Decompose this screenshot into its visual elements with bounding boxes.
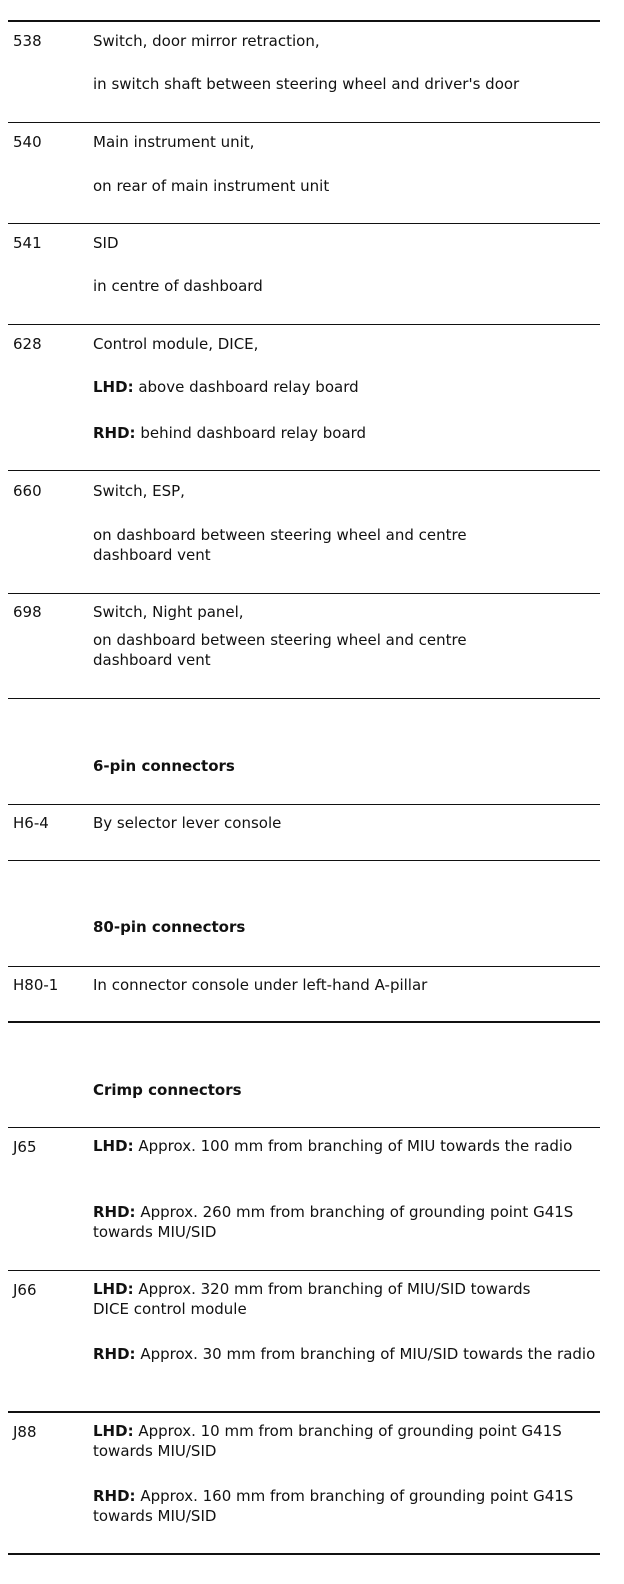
component-description: SID	[93, 234, 119, 252]
component-location-lhd	[93, 377, 598, 397]
component-location: on dashboard between steering wheel and centre dashboard vent	[93, 526, 467, 564]
lhd-label: LHD:	[93, 1280, 134, 1298]
component-description: Switch, Night panel,	[93, 603, 244, 621]
component-description: Control module, DICE,	[93, 335, 259, 353]
lhd-label: LHD:	[93, 378, 134, 396]
component-code: 538	[13, 32, 42, 50]
connector-location: In connector console under left-hand A-pillar	[93, 976, 428, 994]
component-code: 698	[13, 603, 42, 621]
location-text: Approx. 160 mm from branching of grounding point G41S towards MIU/SID	[93, 1487, 574, 1525]
rhd-label: RHD:	[93, 1487, 136, 1505]
row-divider	[8, 966, 600, 967]
row-divider	[8, 1127, 600, 1128]
location-text: Approx. 260 mm from branching of grounding point G41S towards MIU/SID	[93, 1203, 574, 1241]
section-heading: Crimp connectors	[93, 1081, 242, 1099]
connector-code: H80-1	[13, 976, 59, 994]
row-divider	[8, 804, 600, 805]
connector-code: J88	[13, 1423, 37, 1441]
location-text: Approx. 100 mm from branching of MIU towards the radio	[138, 1137, 573, 1155]
row-divider	[8, 470, 600, 471]
section-heading: 6-pin connectors	[93, 757, 235, 775]
component-code: 541	[13, 234, 42, 252]
table-bottom-rule	[8, 1553, 600, 1555]
component-location: in centre of dashboard	[93, 277, 263, 295]
row-divider	[8, 1270, 600, 1271]
connector-code: J66	[13, 1281, 37, 1299]
component-location: on rear of main instrument unit	[93, 177, 330, 195]
table-top-rule	[8, 20, 600, 22]
component-description: Main instrument unit,	[93, 133, 255, 151]
component-code: 660	[13, 482, 42, 500]
lhd-label: LHD:	[93, 1422, 134, 1440]
row-divider	[8, 593, 600, 594]
component-location: in switch shaft between steering wheel and driver's door	[93, 75, 520, 93]
component-description: Switch, ESP,	[93, 482, 185, 500]
rhd-label: RHD:	[93, 424, 136, 442]
lhd-label: LHD:	[93, 1137, 134, 1155]
row-divider	[8, 698, 600, 699]
component-location: on dashboard between steering wheel and centre dashboard vent	[93, 631, 467, 669]
connector-location-rhd	[93, 1202, 598, 1242]
component-location-rhd	[93, 423, 598, 443]
row-divider	[8, 122, 600, 123]
connector-location-lhd	[93, 1279, 543, 1319]
component-code: 628	[13, 335, 42, 353]
section-heading: 80-pin connectors	[93, 918, 246, 936]
row-divider	[8, 860, 600, 861]
connector-location-lhd	[93, 1421, 598, 1461]
connector-code: H6-4	[13, 814, 49, 832]
connector-location-rhd	[93, 1486, 598, 1526]
section-divider	[8, 1021, 600, 1023]
connector-location-lhd	[93, 1136, 598, 1156]
row-divider	[8, 223, 600, 224]
component-code: 540	[13, 133, 42, 151]
component-description: Switch, door mirror retraction,	[93, 32, 320, 50]
location-text: above dashboard relay board	[138, 378, 359, 396]
rhd-label: RHD:	[93, 1203, 136, 1221]
connector-location-rhd	[93, 1344, 598, 1364]
row-divider	[8, 1411, 600, 1413]
location-text: Approx. 10 mm from branching of grounding point G41S towards MIU/SID	[93, 1422, 562, 1460]
location-text: Approx. 30 mm from branching of MIU/SID towards the radio	[140, 1345, 596, 1363]
connector-location: By selector lever console	[93, 814, 282, 832]
row-divider	[8, 324, 600, 325]
rhd-label: RHD:	[93, 1345, 136, 1363]
location-text: Approx. 320 mm from branching of MIU/SID towards DICE control module	[93, 1280, 531, 1318]
location-text: behind dashboard relay board	[140, 424, 367, 442]
connector-code: J65	[13, 1138, 37, 1156]
